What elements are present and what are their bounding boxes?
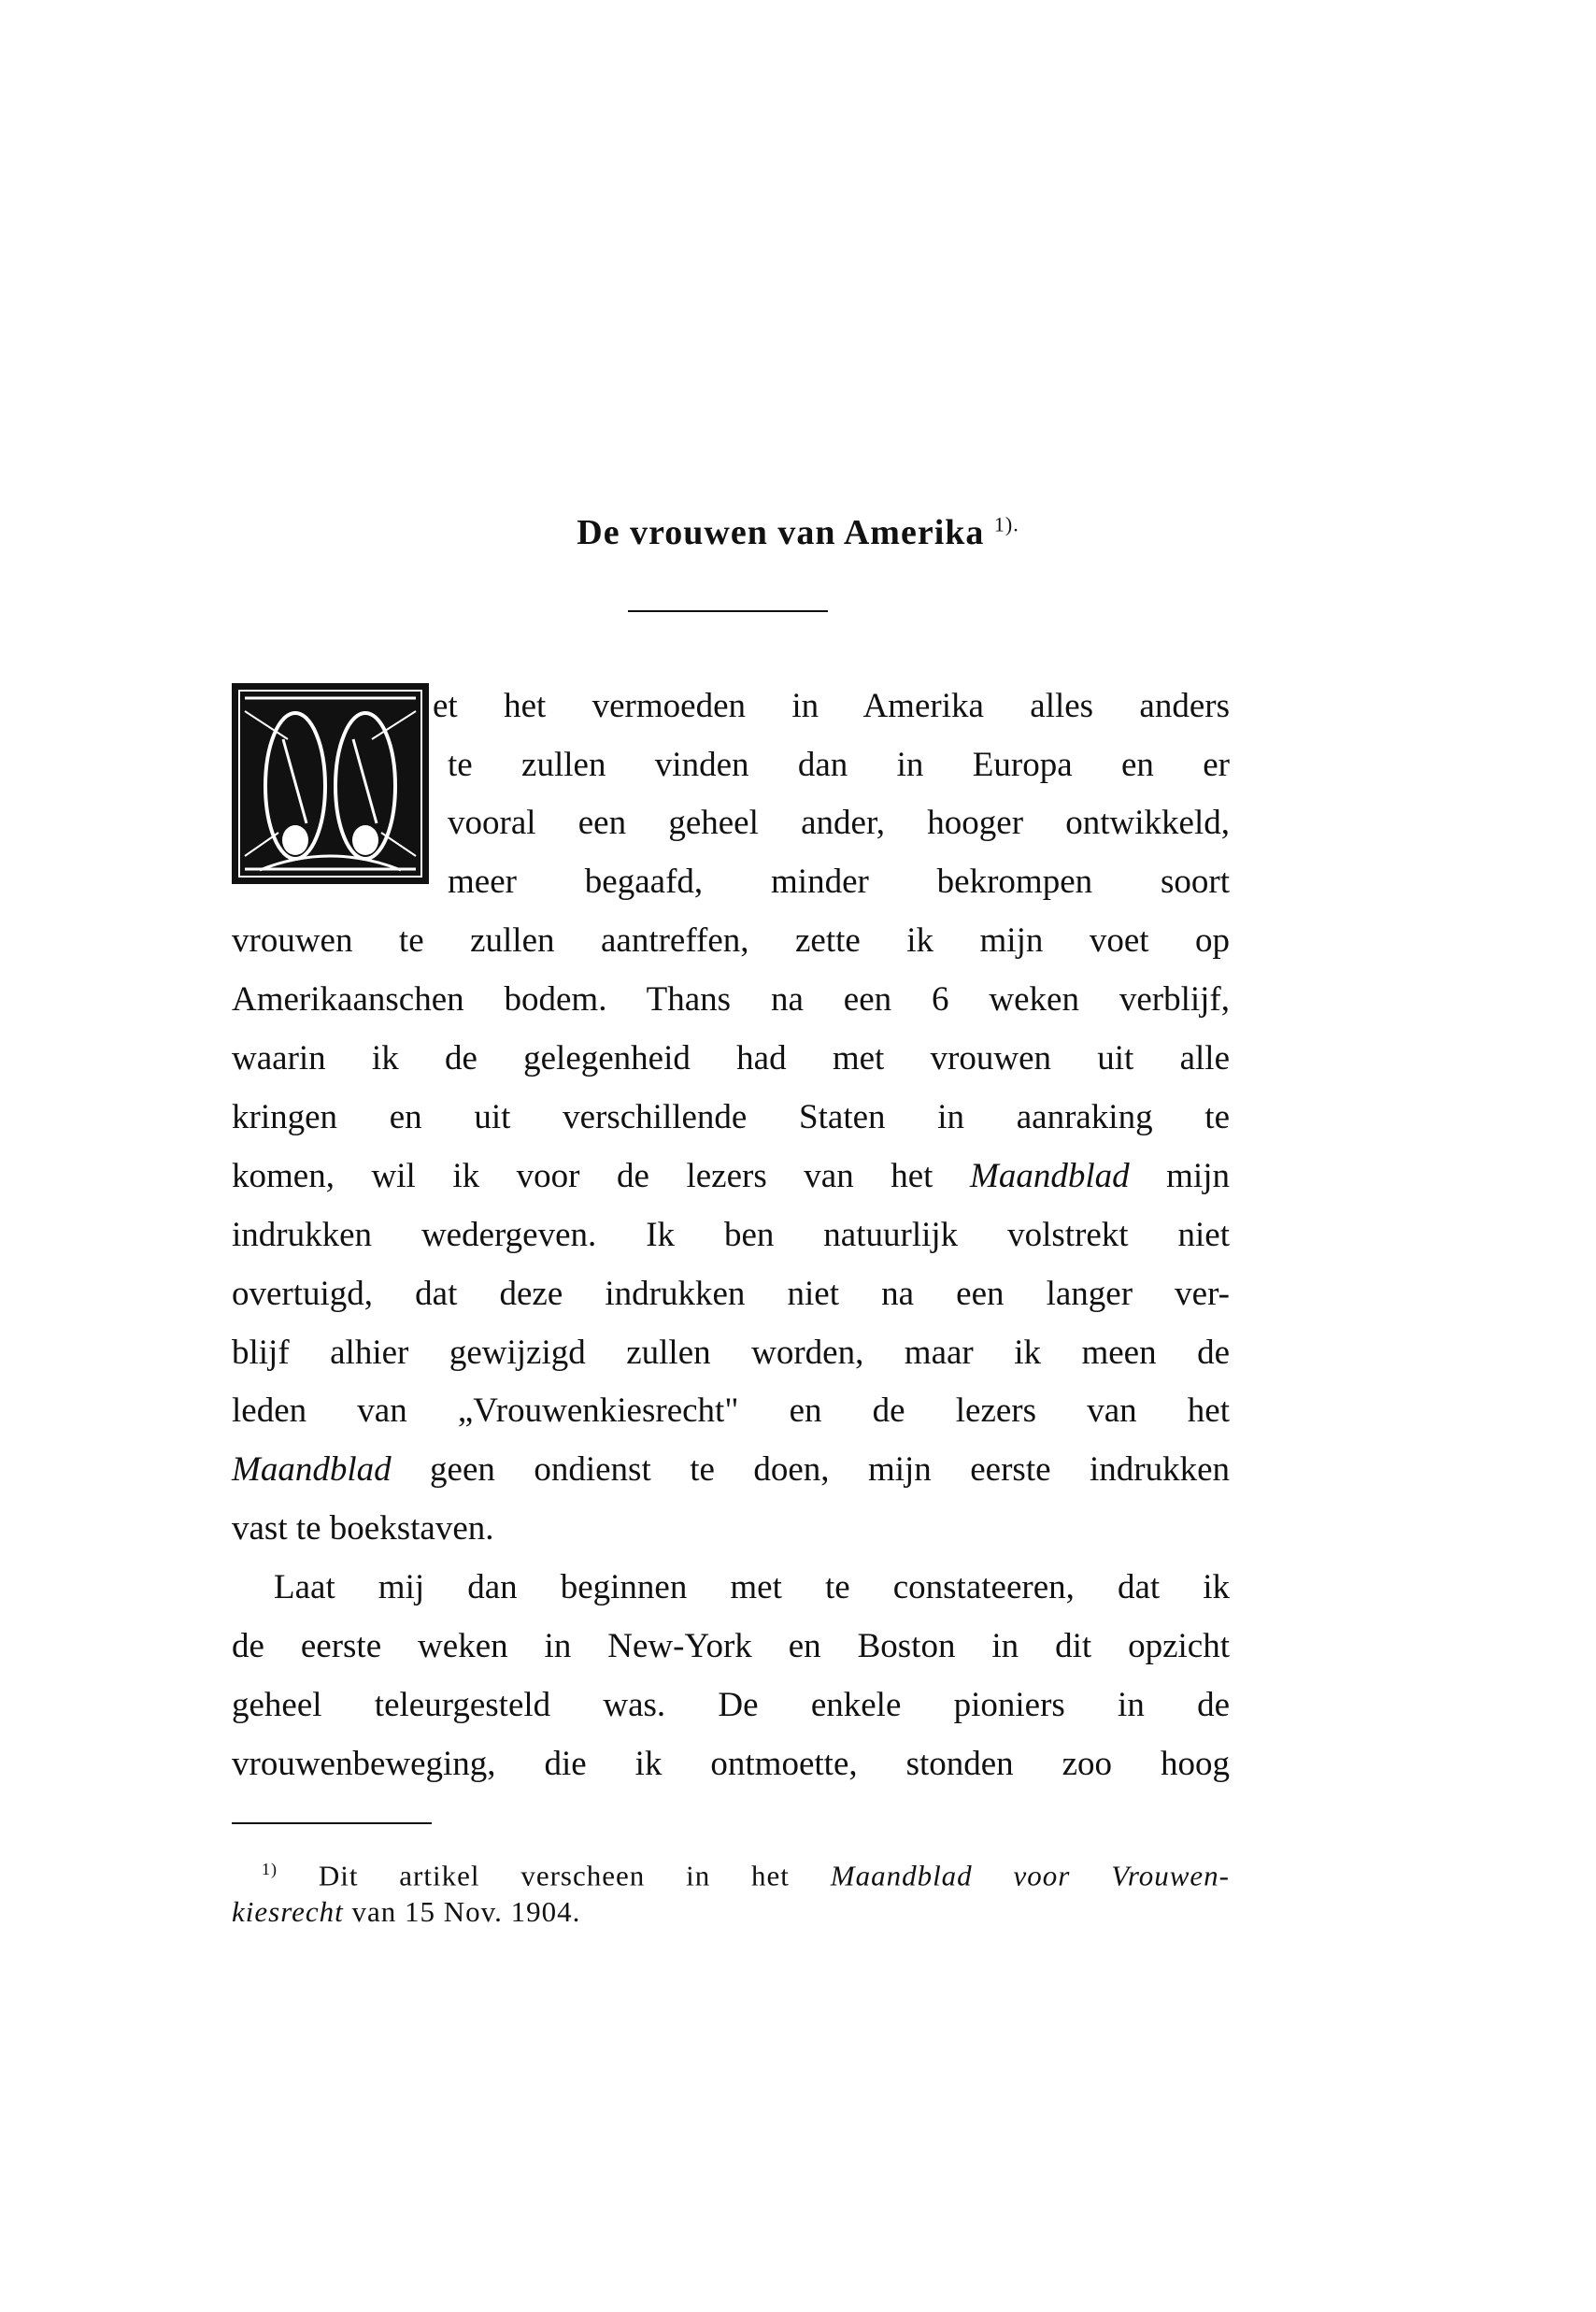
text-line: [232, 1333, 1230, 1374]
text-line: [448, 745, 1230, 786]
text-line: [232, 1391, 1230, 1432]
text-segment: vast te boekstaven.: [232, 1509, 494, 1548]
text-segment: waarin ik de gelegenheid had met vrouwen uit alle: [232, 1039, 1230, 1078]
text-segment: leden van „Vrouwenkiesrecht" en de lezers van het: [232, 1391, 1230, 1430]
title-text: De vrouwen van Amerika: [577, 513, 985, 552]
text-line: [232, 979, 1230, 1020]
text-line: [232, 1097, 1230, 1138]
text-line: [232, 1449, 1230, 1491]
footnote-ref: 1).: [993, 512, 1019, 536]
text-segment: mijn: [1129, 1157, 1230, 1195]
drop-cap-m-ornament: [232, 683, 429, 884]
text-line: [232, 921, 1230, 962]
text-line: [448, 803, 1230, 844]
title-divider: [628, 610, 828, 612]
text-segment: vooral een geheel ander, hooger ontwikkeld,: [448, 804, 1230, 842]
text-segment: Laat mij dan beginnen met te constateeren, dat ik: [274, 1568, 1230, 1606]
footnote-divider: [232, 1822, 432, 1824]
text-line: [232, 1626, 1230, 1667]
text-segment: geen ondienst te doen, mijn eerste indrukken: [391, 1450, 1230, 1489]
italic-text: Maandblad: [232, 1450, 392, 1489]
footnote-line: [232, 1893, 1230, 1931]
text-line: [232, 1567, 1230, 1608]
text-segment: van 15 Nov. 1904.: [343, 1895, 581, 1928]
italic-text: Maandblad voor Vrouwen-: [830, 1859, 1230, 1892]
footnote-line: [232, 1850, 1230, 1894]
text-line: [232, 1744, 1230, 1785]
text-line: [232, 1685, 1230, 1726]
text-line: [232, 1274, 1230, 1315]
text-segment: Dit artikel verscheen in het: [278, 1859, 831, 1892]
text-segment: indrukken wedergeven. Ik ben natuurlijk volstrekt niet: [232, 1216, 1230, 1254]
text-segment: kringen en uit verschillende Staten in aanraking te: [232, 1098, 1230, 1136]
text-segment: vrouwenbeweging, die ik ontmoette, stonden zoo hoog: [232, 1745, 1230, 1783]
text-segment: vrouwen te zullen aantreffen, zette ik mijn voet op: [232, 921, 1230, 960]
footnote-mark: 1): [262, 1860, 278, 1878]
text-line: [232, 1038, 1230, 1079]
text-segment: komen, wil ik voor de lezers van het: [232, 1157, 970, 1195]
italic-text: Maandblad: [970, 1157, 1130, 1195]
text-line: [433, 686, 1230, 727]
text-line: [232, 1508, 1230, 1549]
text-segment: overtuigd, dat deze indrukken niet na een langer ver-: [232, 1275, 1230, 1313]
text-segment: de eerste weken in New-York en Boston in dit opzicht: [232, 1627, 1230, 1665]
text-segment: geheel teleurgesteld was. De enkele pioniers in de: [232, 1686, 1230, 1724]
text-segment: Amerikaanschen bodem. Thans na een 6 weken verblijf,: [232, 980, 1230, 1019]
italic-text: kiesrecht: [232, 1895, 344, 1928]
text-line: [232, 1215, 1230, 1256]
text-segment: blijf alhier gewijzigd zullen worden, maar ik meen de: [232, 1334, 1230, 1372]
text-line: [448, 862, 1230, 903]
text-segment: te zullen vinden dan in Europa en er: [448, 746, 1230, 784]
article-title: [0, 512, 1596, 553]
text-segment: meer begaafd, minder bekrompen soort: [448, 863, 1230, 901]
text-segment: et het vermoeden in Amerika alles anders: [433, 687, 1230, 725]
text-line: [232, 1156, 1230, 1197]
